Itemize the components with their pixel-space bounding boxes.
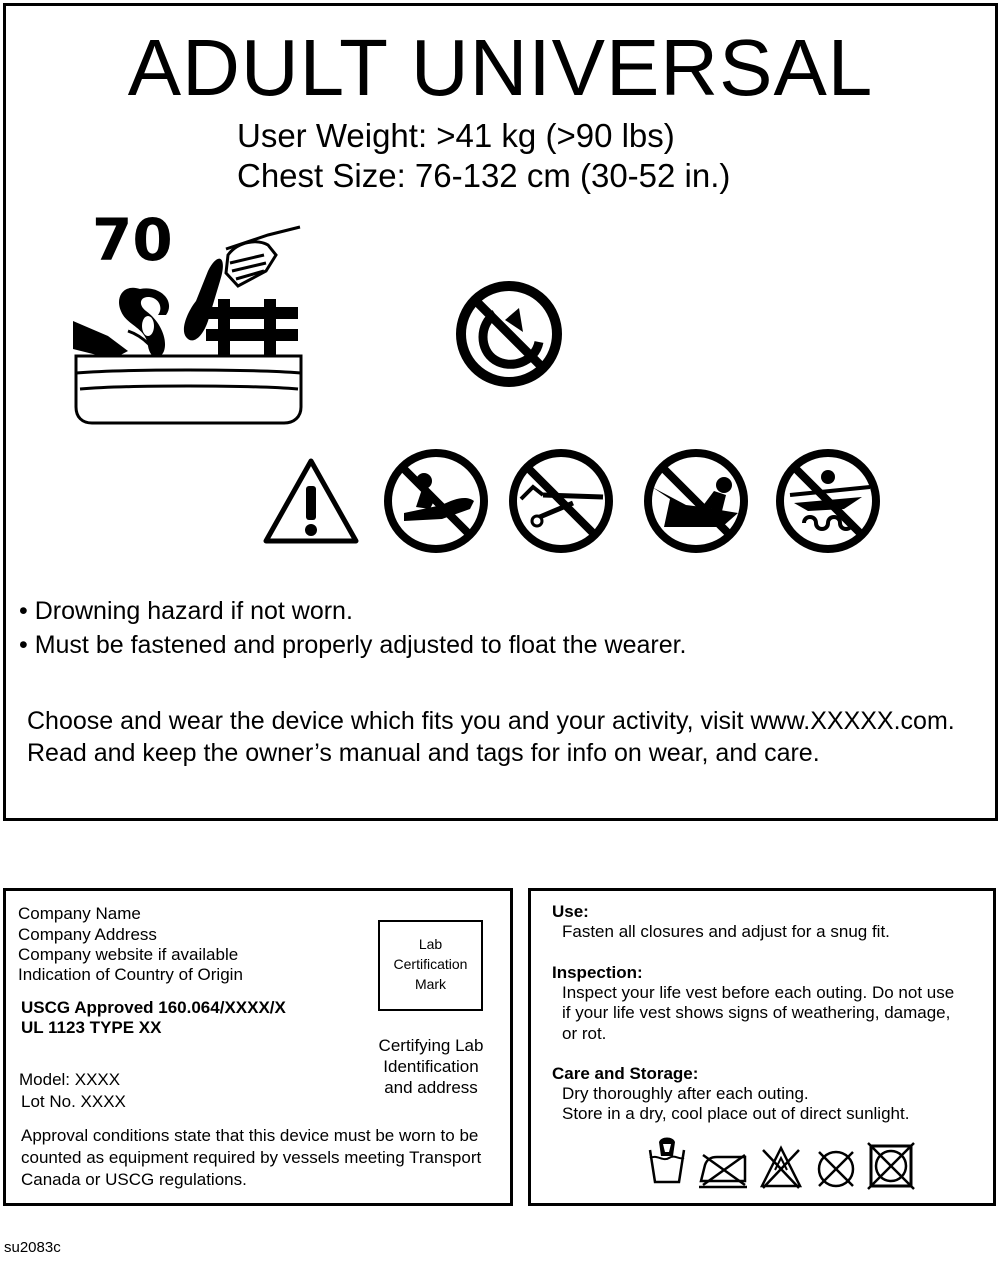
do-not-dry-clean-icon (815, 1149, 857, 1189)
lab-certification-mark (378, 920, 483, 1011)
cert-line: Identification (383, 1057, 479, 1076)
approval-conditions-line: Canada or USCG regulations. (21, 1170, 247, 1189)
no-turning-icon (455, 280, 563, 388)
inspection-line: Inspect your life vest before each outing. Do not use (562, 983, 955, 1002)
company-website: Company website if available (18, 945, 239, 964)
inspection-heading: Inspection: (552, 963, 643, 982)
company-panel (3, 888, 513, 1206)
label-title: ADULT UNIVERSAL (127, 23, 874, 112)
use-heading: Use: (552, 902, 589, 921)
bullet-drowning-hazard: • Drowning hazard if not worn. (19, 597, 353, 625)
country-of-origin: Indication of Country of Origin (18, 965, 243, 984)
use-care-panel (528, 888, 996, 1206)
bullet-fastened-adjusted: • Must be fastened and properly adjusted to float the wearer. (19, 631, 687, 659)
lab-mark-line: Lab (418, 936, 443, 952)
approval-conditions-line: Approval conditions state that this device must be worn to be (21, 1126, 479, 1145)
hand-wash-icon (647, 1136, 687, 1186)
care-storage-heading: Care and Storage: (552, 1064, 699, 1083)
lot-number: Lot No. XXXX (21, 1092, 126, 1111)
inspection-line: if your life vest shows signs of weathering, damage, (562, 1003, 951, 1022)
do-not-iron-icon (697, 1151, 749, 1189)
performance-number: 70 (92, 206, 173, 274)
cert-line: Certifying Lab (378, 1036, 484, 1055)
info-line-read-keep: Read and keep the owner’s manual and tags for info on wear, and care. (27, 739, 820, 767)
no-pwc-icon (642, 447, 750, 555)
care-line: Dry thoroughly after each outing. (562, 1084, 809, 1103)
ul-type: UL 1123 TYPE XX (21, 1018, 162, 1037)
lab-mark-line: Certification (393, 956, 468, 972)
inspection-line: or rot. (562, 1024, 607, 1043)
lab-mark-line: Mark (414, 976, 447, 992)
no-whitewater-icon (774, 447, 882, 555)
main-label-panel (3, 3, 998, 821)
model-number: Model: XXXX (19, 1070, 121, 1089)
use-text: Fasten all closures and adjust for a snug fit. (562, 922, 890, 941)
cert-line: and address (384, 1078, 478, 1097)
approval-conditions-line: counted as equipment required by vessels meeting Transport (21, 1148, 482, 1167)
info-line-choose: Choose and wear the device which fits you and your activity, visit www.XXXXX.com. (27, 707, 955, 735)
no-towed-sports-icon (382, 447, 490, 555)
no-water-skiing-icon (507, 447, 615, 555)
do-not-tumble-dry-icon (866, 1141, 916, 1191)
user-weight: User Weight: >41 kg (>90 lbs) (237, 117, 675, 154)
company-address: Company Address (18, 925, 157, 944)
person-in-water-icon (68, 206, 303, 426)
footer-code: su2083c (4, 1239, 61, 1256)
performance-level-icon (68, 206, 303, 426)
chest-size: Chest Size: 76-132 cm (30-52 in.) (237, 157, 731, 194)
warning-triangle-icon (261, 456, 361, 548)
do-not-bleach-icon (759, 1144, 803, 1190)
company-name: Company Name (18, 904, 141, 923)
care-line: Store in a dry, cool place out of direct sunlight. (562, 1104, 910, 1123)
certifying-lab-info (361, 1035, 501, 1098)
uscg-approval: USCG Approved 160.064/XXXX/X (21, 998, 286, 1017)
